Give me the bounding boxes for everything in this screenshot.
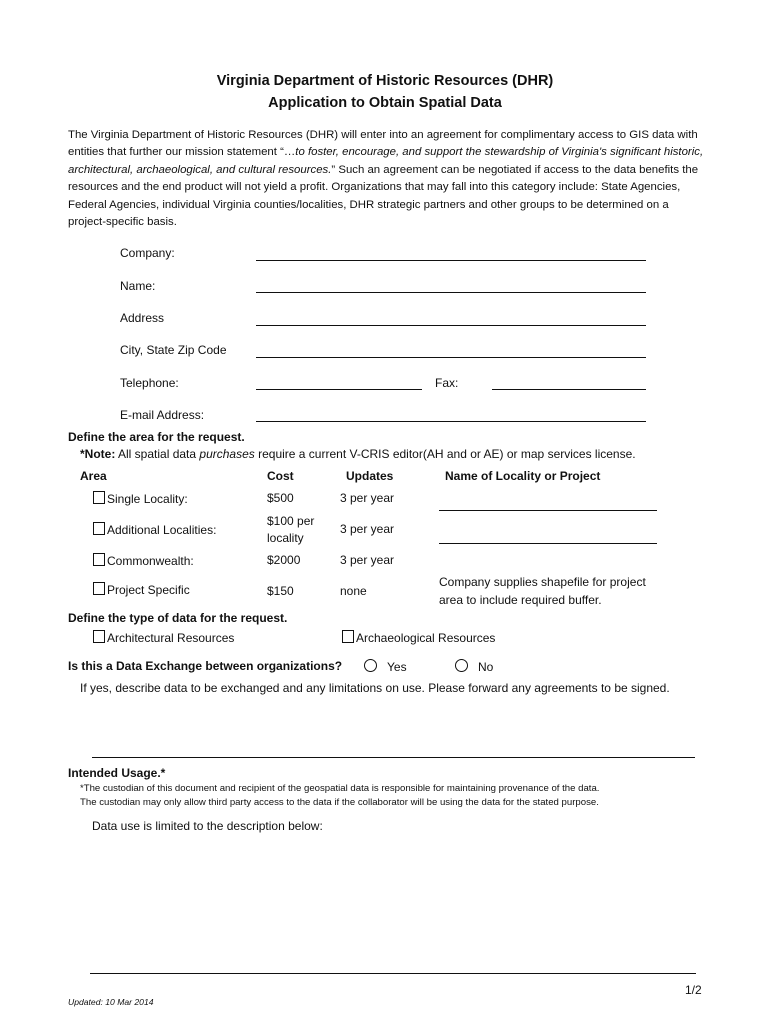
usage-disclaimer-2: The custodian may only allow third party access to the data if the collaborator will be using the data for the stated purpose.: [80, 797, 599, 808]
project-specific-updates: none: [340, 584, 367, 598]
single-locality-cost: $500: [267, 491, 294, 505]
mission-statement: to foster, encourage, and support the stewardship of Virginia's significant historic, architectural, archaeological, and cultural resources.: [68, 146, 704, 176]
single-locality-name-field[interactable]: [439, 510, 657, 511]
single-locality-label: Single Locality:: [107, 492, 188, 506]
commonwealth-updates: 3 per year: [340, 553, 395, 567]
yes-radio[interactable]: [364, 659, 377, 672]
type-section-heading: Define the type of data for the request.: [68, 611, 288, 625]
intro-text-1: The Virginia Department of Historic Resources (DHR) will enter into an agreement for complimentary access to GIS data with entities that further our mission statement “…: [68, 129, 698, 159]
usage-description-field[interactable]: [90, 973, 696, 974]
commonwealth-cost: $2000: [267, 553, 301, 567]
single-locality-updates: 3 per year: [340, 491, 395, 505]
note-purchases: purchases: [199, 447, 255, 461]
col-header-updates: Updates: [346, 469, 394, 483]
exchange-question: Is this a Data Exchange between organizations?: [68, 659, 343, 673]
area-section-heading: Define the area for the request.: [68, 430, 245, 444]
col-header-cost: Cost: [267, 469, 294, 483]
usage-disclaimer-1: *The custodian of this document and recipient of the geospatial data is responsible for maintaining provenance of the data.: [80, 783, 600, 794]
city-label: City, State Zip Code: [120, 343, 227, 357]
intro-paragraph: [68, 127, 708, 231]
updated-date: Updated: 10 Mar 2014: [68, 997, 154, 1007]
additional-localities-checkbox[interactable]: [93, 522, 105, 535]
form-title: Virginia Department of Historic Resources (DHR): [216, 73, 554, 89]
col-header-area: Area: [80, 469, 107, 483]
area-row-single-locality[interactable]: [93, 491, 188, 506]
commonwealth-checkbox[interactable]: [93, 553, 105, 566]
fax-label: Fax:: [435, 376, 459, 390]
archaeological-option[interactable]: [342, 630, 495, 645]
project-specific-note-1: Company supplies shapefile for project: [439, 575, 646, 589]
area-row-additional-localities[interactable]: [93, 522, 216, 537]
usage-limited-text: Data use is limited to the description below:: [92, 819, 323, 833]
area-row-commonwealth[interactable]: [93, 553, 194, 568]
additional-localities-name-field[interactable]: [439, 543, 657, 544]
usage-heading: Intended Usage.*: [68, 766, 166, 780]
area-row-project-specific[interactable]: [93, 582, 190, 597]
project-specific-label: Project Specific: [107, 583, 190, 597]
page-number: 1/2: [685, 983, 702, 997]
additional-localities-cost-1: $100 per: [267, 514, 315, 528]
archaeological-label: Archaeological Resources: [356, 631, 496, 645]
architectural-checkbox[interactable]: [93, 630, 105, 643]
note-text-2: require a current V-CRIS editor(AH and or AE) or map services license.: [254, 447, 636, 461]
project-specific-note-2: area to include required buffer.: [439, 593, 602, 607]
intro-text-2: ” Such an agreement can be negotiated if access to the data benefits the resources and the end product will not yield a profit. Organizations that may fall into this category include: State Agencies, Federal Agencies, individual Virginia counties/localities, DHR strategic partners and other groups to be determined on a project-specific basis.: [68, 163, 699, 229]
telephone-label: Telephone:: [120, 376, 179, 390]
archaeological-checkbox[interactable]: [342, 630, 354, 643]
email-label: E-mail Address:: [120, 408, 205, 422]
no-label: No: [478, 660, 494, 674]
note-label: *Note:: [80, 447, 116, 461]
note-text-1: All spatial data: [115, 447, 200, 461]
exchange-describe: If yes, describe data to be exchanged and any limitations on use. Please forward any agreements to be signed.: [80, 681, 670, 695]
exchange-no-option[interactable]: [455, 659, 493, 674]
email-field[interactable]: [256, 421, 646, 422]
telephone-field[interactable]: [256, 389, 422, 390]
name-field[interactable]: [256, 292, 646, 293]
address-label: Address: [120, 311, 165, 325]
exchange-description-field[interactable]: [92, 757, 695, 758]
additional-localities-updates: 3 per year: [340, 522, 395, 536]
exchange-yes-option[interactable]: [364, 659, 407, 674]
address-field[interactable]: [256, 325, 646, 326]
architectural-option[interactable]: [93, 630, 234, 645]
form-subtitle: Application to Obtain Spatial Data: [268, 95, 502, 111]
yes-label: Yes: [387, 660, 407, 674]
company-field[interactable]: [256, 260, 646, 261]
license-note: [80, 447, 636, 461]
project-specific-checkbox[interactable]: [93, 582, 105, 595]
project-specific-cost: $150: [267, 584, 294, 598]
col-header-locality: Name of Locality or Project: [445, 469, 601, 483]
commonwealth-label: Commonwealth:: [107, 554, 194, 568]
city-field[interactable]: [256, 357, 646, 358]
single-locality-checkbox[interactable]: [93, 491, 105, 504]
name-label: Name:: [120, 279, 156, 293]
company-label: Company:: [120, 246, 175, 260]
architectural-label: Architectural Resources: [107, 631, 235, 645]
fax-field[interactable]: [492, 389, 646, 390]
no-radio[interactable]: [455, 659, 468, 672]
additional-localities-cost-2: locality: [267, 531, 304, 545]
additional-localities-label: Additional Localities:: [107, 523, 217, 537]
